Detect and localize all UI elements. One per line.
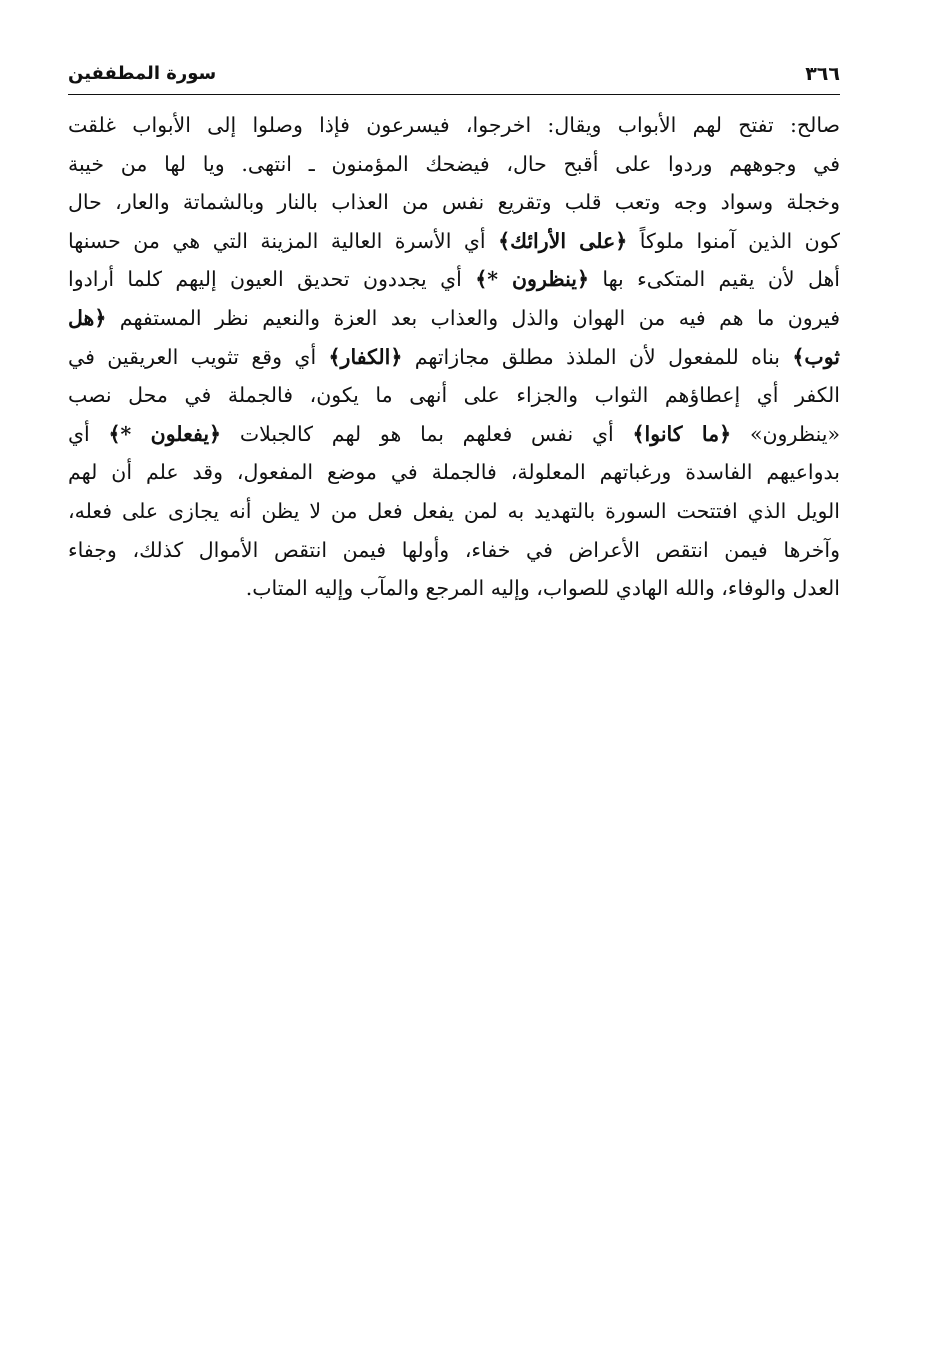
text-segment: «ينظرون»: [731, 421, 840, 446]
body-text: [68, 106, 840, 608]
text-line: [68, 145, 840, 184]
text-segment: العدل والوفاء، والله الهادي للصواب، وإليه المرجع والمآب وإليه المتاب.: [245, 576, 840, 601]
text-segment: بناه للمفعول لأن الملذذ مطلق مجازاتهم: [402, 344, 793, 369]
text-segment: فيرون ما هم فيه من الهوان والذل والعذاب بعد العزة والنعيم نظر المستفهم: [106, 305, 840, 330]
text-line: [68, 531, 840, 570]
text-line: [68, 222, 840, 261]
quran-quote: ﴿الكفار﴾: [328, 344, 403, 369]
text-segment: أي: [68, 421, 109, 446]
surah-title: سورة المطففين: [68, 63, 217, 84]
quran-quote: ثوب﴾: [792, 344, 840, 369]
quran-quote: ﴿يفعلون *﴾: [108, 421, 222, 446]
text-line: [68, 415, 840, 454]
text-line: [68, 106, 840, 145]
text-segment: أي نفس فعلهم بما هو لهم كالجبلات: [221, 421, 633, 446]
text-segment: أي وقع تثويب العريقين في: [68, 344, 329, 369]
text-segment: الكفر أي إعطاؤهم الثواب والجزاء على أنهى ما يكون، فالجملة في محل نصب: [68, 383, 840, 408]
text-segment: أهل لأن يقيم المتكىء بها: [588, 267, 840, 292]
text-segment: وآخرها فيمن انتقص الأعراض في خفاء، وأولها فيمن انتقص الأموال كذلك، وجفاء: [68, 537, 840, 562]
text-segment: في وجوههم وردوا على أقبح حال، فيضحك المؤمنون ـ انتهى. ويا لها من خيبة: [68, 151, 840, 176]
quran-quote: ﴿هل: [68, 305, 107, 330]
text-segment: الويل الذي افتتحت السورة بالتهديد به لمن يفعل فعل من لا يظن أنه يجازى على فعله،: [68, 498, 840, 523]
quran-quote: ﴿على الأرائك﴾: [498, 228, 628, 253]
text-line: [68, 260, 840, 299]
quran-quote: ﴿ينظرون *﴾: [475, 267, 589, 292]
text-line: [68, 299, 840, 338]
text-line: [68, 492, 840, 531]
text-segment: صالح: تفتح لهم الأبواب ويقال: اخرجوا، فيسرعون فإذا وصلوا إلى الأبواب غلقت: [68, 113, 840, 137]
text-line: [68, 183, 840, 222]
text-segment: أي الأسرة العالية المزينة التي هي من حسنها: [68, 228, 499, 253]
header-rule: [68, 94, 840, 95]
text-segment: وخجلة وسواد وجه وتعب قلب وتقريع نفس من العذاب بالنار وبالشماتة والعار، حال: [68, 190, 840, 215]
text-line: [68, 453, 840, 492]
page-header: [68, 60, 840, 94]
text-line: [68, 338, 840, 377]
text-line: [68, 569, 840, 608]
text-segment: كون الذين آمنوا ملوكاً: [627, 228, 840, 253]
quran-quote: ﴿ما كانوا﴾: [632, 421, 732, 446]
page-number: ٣٦٦: [805, 63, 840, 85]
text-segment: أي يجددون تحديق العيون إليهم كلما أرادوا: [68, 267, 476, 292]
text-segment: بدواعيهم الفاسدة ورغباتهم المعلولة، فالجملة في موضع المفعول، وقد علم أن لهم: [68, 460, 840, 485]
text-line: [68, 376, 840, 415]
